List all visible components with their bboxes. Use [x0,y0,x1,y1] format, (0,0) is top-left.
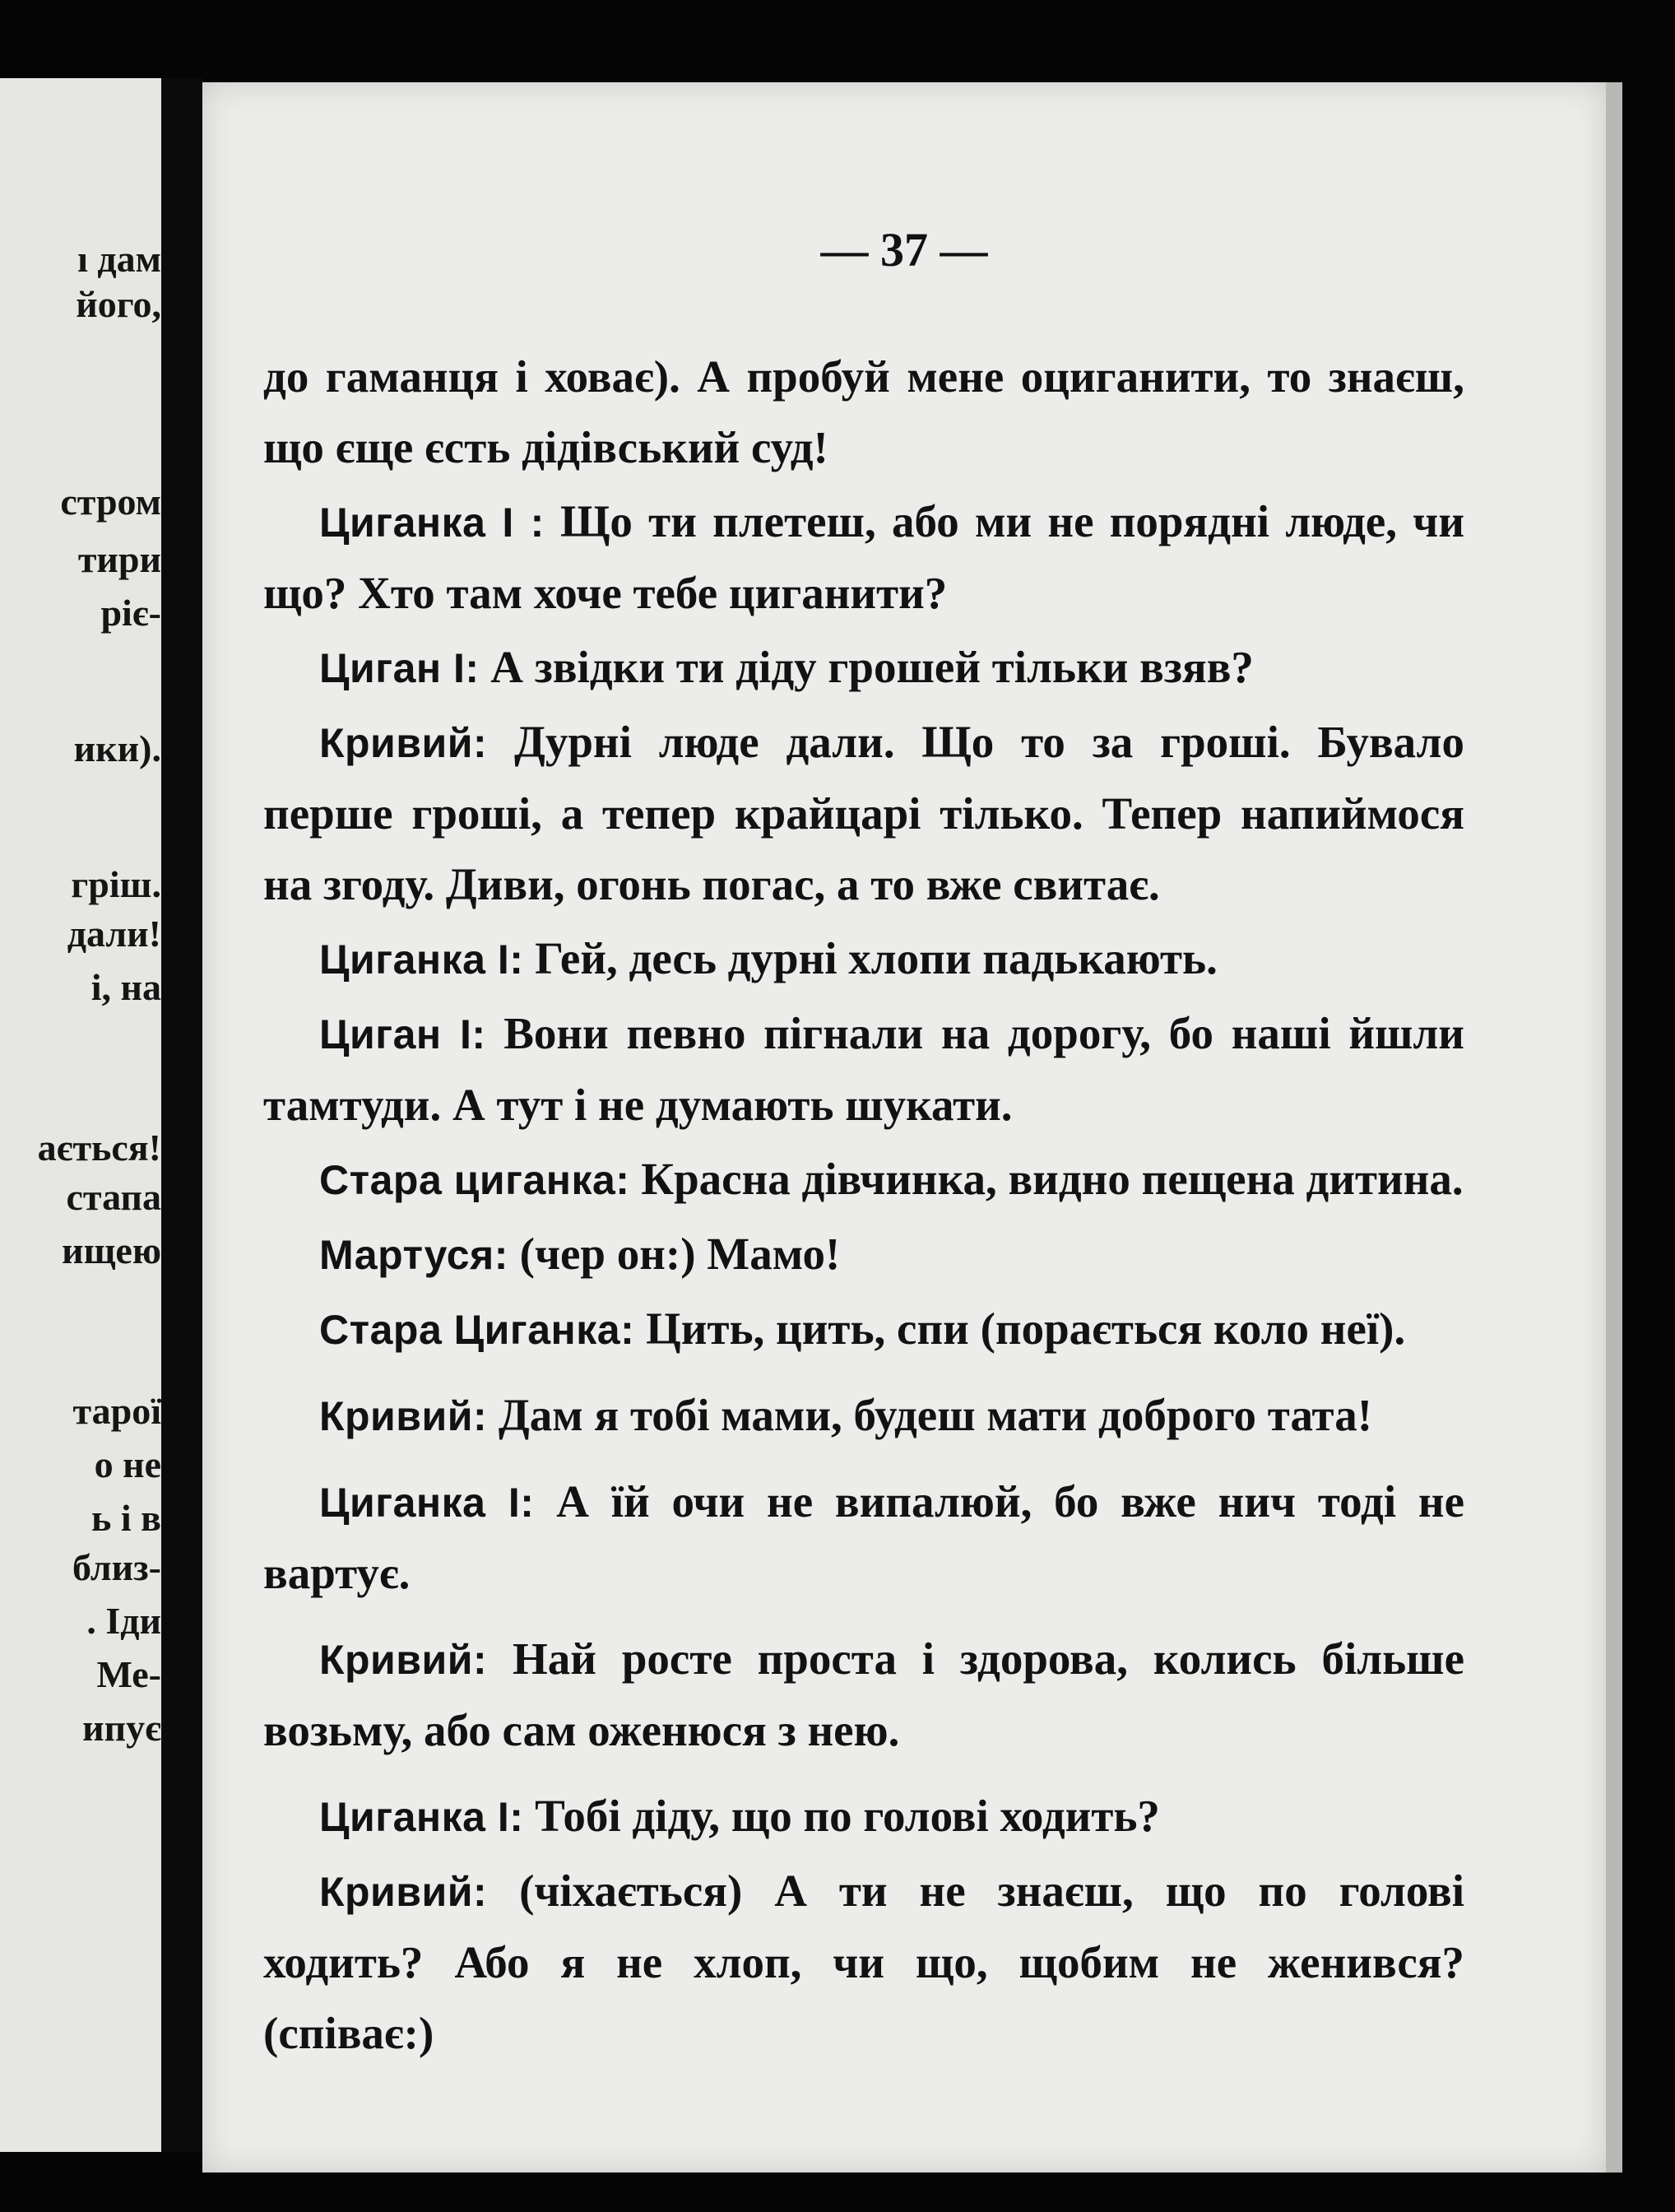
left-page-line: ищею [62,1229,161,1271]
left-page-line: близ- [72,1546,161,1588]
speaker-name: Циганка І: [319,1480,535,1526]
left-page-line: о не [94,1443,161,1485]
page-text [263,342,1464,2072]
speaker-name: Стара циганка: [319,1157,630,1203]
speech-text: Цить, цить, спи (порається коло неї). [645,1304,1406,1354]
dialogue-paragraph [263,1624,1464,1766]
dialogue-paragraph [263,923,1464,995]
dialogue-paragraph [263,1380,1464,1452]
speaker-name: Мартуся: [319,1232,508,1278]
speaker-name: Циганка І : [319,500,545,546]
dialogue-paragraph [263,998,1464,1141]
speech-text: Дам я тобі мами, будеш мати доброго тата! [498,1390,1373,1440]
left-page-line: ики). [73,727,161,769]
speaker-name: Циганка І: [319,1794,524,1840]
left-page-line: Ме- [96,1653,161,1695]
left-page-line: і, на [90,966,161,1008]
speaker-name: Кривий: [319,1393,488,1439]
left-page-line: ипує [82,1707,161,1749]
speaker-name: Циган І: [319,1011,486,1057]
left-page-line: дали! [67,913,161,955]
left-page-line: ається! [37,1127,161,1169]
speech-text: (чіхається) А ти не знаєш, що по голові ходить? Або я не хлоп, чи що, щобим не женився? (співає:) [263,1866,1465,2058]
left-page-line: . Іди [86,1600,161,1642]
speech-text: Вони певно пігнали на дорогу, бо наші йшли тамтуди. А тут і не думають шукати. [263,1008,1464,1130]
speaker-name: Циган І: [319,645,480,691]
speech-text: А їй очи не випалюй, бо вже нич тоді не вартує. [263,1476,1465,1598]
dialogue-paragraph [263,1144,1464,1215]
speech-text: А звідки ти діду грошей тільки взяв? [490,642,1254,692]
speech-text: Най росте проста і здорова, колись більше возьму, або сам оженюся з нею. [263,1633,1465,1755]
dialogue-paragraph [263,1219,1464,1290]
speaker-name: Стара Циганка: [319,1307,635,1353]
dialogue-paragraph [263,1294,1464,1365]
left-page-line: ı дам [77,238,161,280]
dialogue-paragraph [263,632,1464,704]
dialogue-paragraph [263,1466,1464,1609]
left-page-line: тарої [72,1390,161,1432]
speech-text: (чер он:) Мамо! [519,1229,841,1279]
left-page-fragment [0,78,161,2152]
speech-text: Дурні люде дали. Що то за гроші. Бувало перше гроші, а тепер крайцарі тілько. Тепер напиймося на згоду. Диви, огонь погас, а то вже свитає. [263,717,1464,909]
left-page-line: ь і в [91,1497,161,1539]
book-gutter [161,78,202,2152]
speaker-name: Кривий: [319,720,488,766]
speech-text: Красна дівчинка, видно пещена дитина. [641,1154,1464,1204]
dialogue-paragraph [263,1781,1464,1852]
left-page-line: ріє- [100,592,161,634]
speech-text: Що ти плетеш, або ми не порядні люде, чи що? Хто там хоче тебе циганити? [263,496,1465,618]
page-edge [1606,82,1622,2172]
speech-text: Тобі діду, що по голові ходить? [535,1791,1160,1841]
speaker-name: Циганка І: [319,936,524,983]
speaker-name: Кривий: [319,1869,488,1915]
book-page [202,82,1606,2172]
dialogue-paragraph [263,342,1464,483]
left-page-line: стром [60,481,161,523]
dialogue-paragraph [263,707,1464,920]
left-page-line: гріш. [71,863,161,905]
left-page-line: стапа [66,1176,161,1218]
speech-text: до гаманця і ховає). А пробуй мене оциганити, то знаєш, що єще єсть дідівський суд! [263,351,1464,472]
dialogue-paragraph [263,1856,1464,2069]
speech-text: Гей, десь дурні хлопи падькають. [535,933,1218,983]
left-page-line: тири [77,538,161,580]
speaker-name: Кривий: [319,1637,488,1683]
left-page-line: його, [76,283,161,325]
dialogue-paragraph [263,486,1464,629]
page-number: — 37 — [820,223,988,276]
